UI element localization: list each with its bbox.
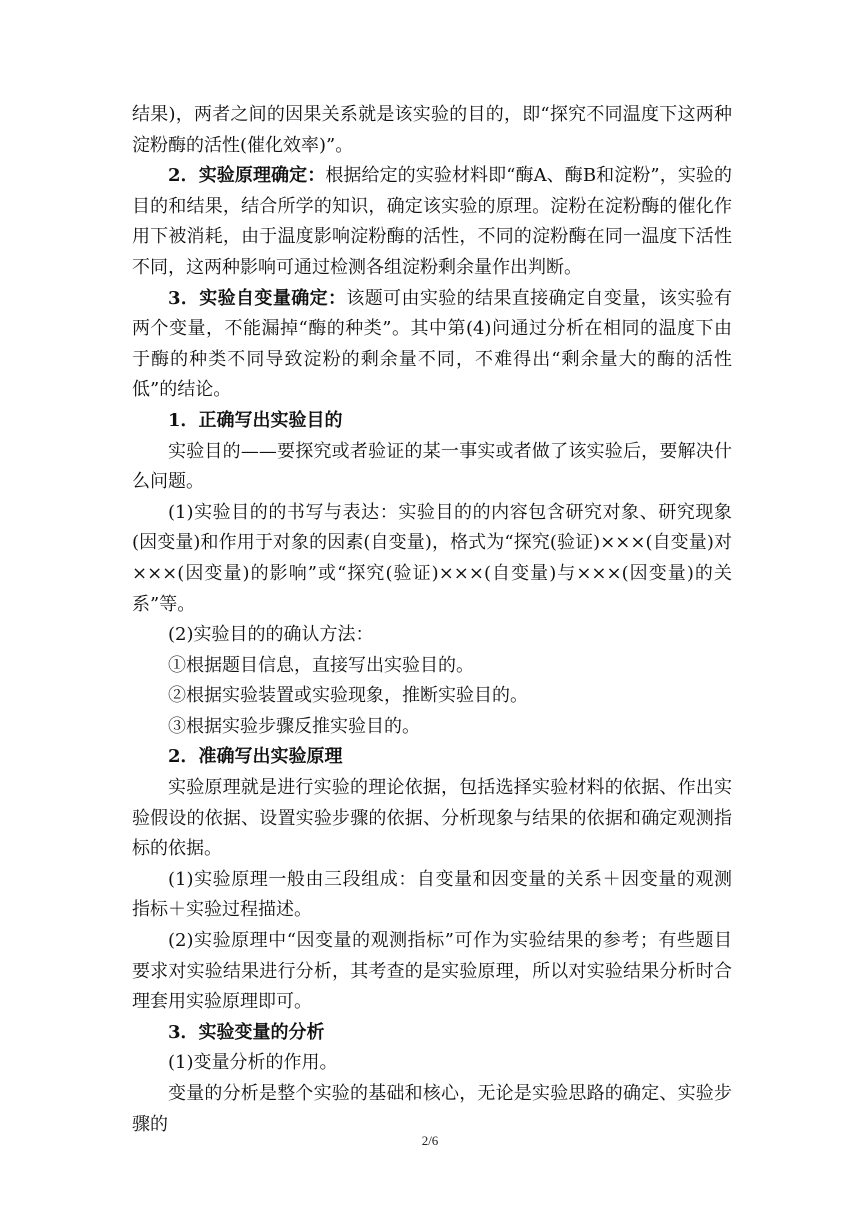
section-heading-principle: 2．准确写出实验原理 xyxy=(168,746,343,768)
paragraph-text: 该题可由实验的结果直接确定自变量，该实验有两个变量，不能漏掉“酶的种类”。其中第(4)问通过分析在相同的温度下由于酶的种类不同导致淀粉的剩余量不同，不难得出“剩余量大的酶的活性低”的结论。 xyxy=(132,287,733,401)
page-content xyxy=(132,100,732,1140)
paragraph-principle-determination xyxy=(132,161,732,283)
page-number: 2/6 xyxy=(421,1133,439,1148)
paragraph-variable-determination xyxy=(132,284,732,406)
principle-item-1: (1)实验原理一般由三段组成：自变量和因变量的关系＋因变量的观测指标＋实验过程描述。 xyxy=(132,868,732,921)
principle-item-2: (2)实验原理中“因变量的观测指标”可作为实验结果的参考；有些题目要求对实验结果进行分析，其考查的是实验原理，所以对实验结果分析时合理套用实验原理即可。 xyxy=(132,930,732,1013)
paragraph-lead: 3．实验自变量确定： xyxy=(168,287,347,309)
variables-item-1: (1)变量分析的作用。 xyxy=(168,1052,338,1074)
paragraph-text: 根据给定的实验材料即“酶A、酶B和淀粉”，实验的目的和结果，结合所学的知识，确定该实验的原理。淀粉在淀粉酶的催化作用下被消耗，由于温度影响淀粉酶的活性，不同的淀粉酶在同一温度下活性不同，这两种影响可通过检测各组淀粉剩余量作出判断。 xyxy=(132,165,732,278)
purpose-definition: 实验目的——要探究或者验证的某一事实或者做了该实验后，要解决什么问题。 xyxy=(132,440,732,493)
paragraph-cause-effect: 结果)，两者之间的因果关系就是该实验的目的，即“探究不同温度下这两种淀粉酶的活性(催化效率)”。 xyxy=(132,104,732,156)
purpose-method-1: ①根据题目信息，直接写出实验目的。 xyxy=(168,654,474,676)
section-heading-variables: 3．实验变量的分析 xyxy=(168,1021,325,1043)
purpose-item-1: (1)实验目的的书写与表达：实验目的的内容包含研究对象、研究现象(因变量)和作用于对象的因素(自变量)，格式为“探究(验证)×××(自变量)对×××(因变量)的影响”或“探究(验证)×××(自变量)与×××(因变量)的关系”等。 xyxy=(132,501,732,615)
paragraph-lead: 2．实验原理确定： xyxy=(168,165,326,187)
purpose-method-2: ②根据实验装置或实验现象，推断实验目的。 xyxy=(168,685,528,707)
purpose-method-3: ③根据实验步骤反推实验目的。 xyxy=(168,715,420,737)
variables-text: 变量的分析是整个实验的基础和核心，无论是实验思路的确定、实验步骤的 xyxy=(132,1083,732,1135)
purpose-item-2: (2)实验目的的确认方法： xyxy=(168,624,374,646)
section-heading-purpose: 1．正确写出实验目的 xyxy=(168,409,343,431)
principle-definition: 实验原理就是进行实验的理论依据，包括选择实验材料的依据、作出实验假设的依据、设置实验步骤的依据、分析现象与结果的依据和确定观测指标的依据。 xyxy=(132,777,732,860)
